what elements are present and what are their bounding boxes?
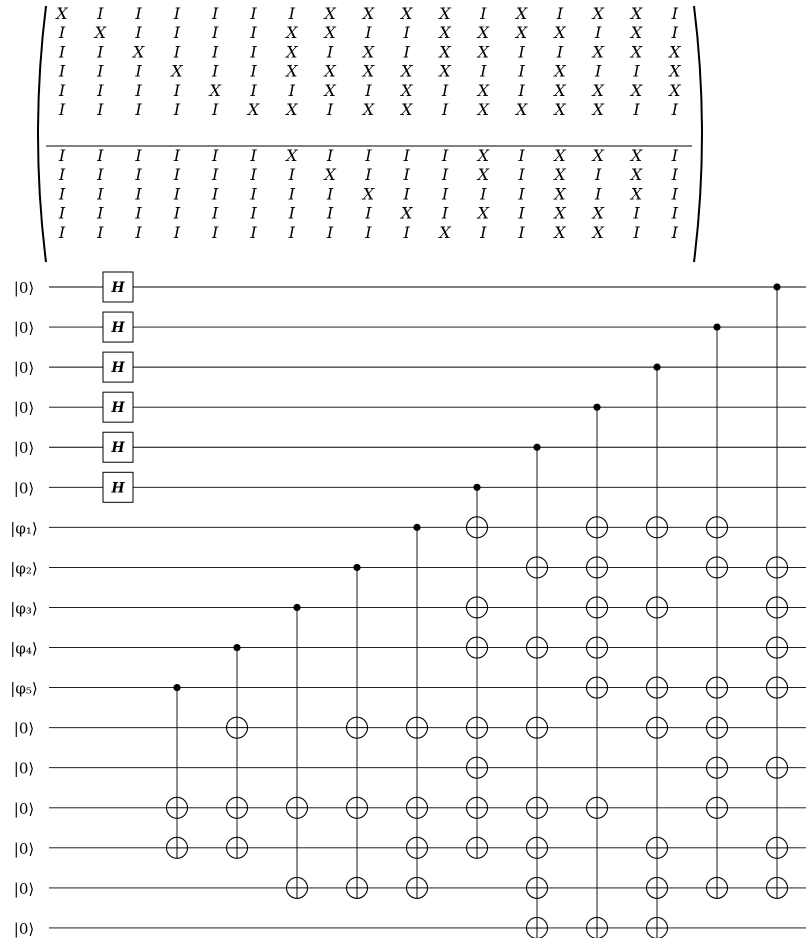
matrix-cell: X: [286, 100, 298, 119]
control-dot: [413, 524, 420, 531]
hadamard-label: H: [111, 480, 125, 497]
matrix-cell: I: [595, 61, 602, 81]
matrix-cell: X: [515, 4, 528, 23]
matrix-cell: I: [365, 80, 372, 100]
matrix-cell: I: [250, 4, 257, 23]
matrix-cell: X: [401, 80, 413, 100]
matrix-cell: I: [633, 222, 640, 242]
matrix-cell: I: [518, 42, 525, 62]
matrix-cell: X: [592, 4, 604, 23]
matrix-cell: I: [97, 61, 104, 81]
matrix-cell: I: [135, 100, 142, 119]
matrix-cell: X: [630, 165, 643, 185]
matrix-cell: I: [173, 23, 181, 43]
matrix-cell: I: [212, 61, 219, 81]
matrix-cell: I: [97, 203, 104, 223]
matrix-cell: X: [286, 146, 298, 165]
matrix-cell: X: [324, 23, 336, 43]
control-dot: [653, 364, 660, 371]
matrix-cell: I: [365, 165, 372, 185]
matrix-cell: X: [554, 23, 566, 43]
matrix-cell: X: [286, 42, 298, 62]
matrix-cell: X: [592, 146, 604, 165]
matrix-cell: I: [365, 203, 372, 223]
matrix-cell: X: [324, 80, 336, 100]
matrix-cell: I: [58, 146, 66, 165]
matrix-cell: I: [58, 222, 66, 242]
matrix-cell: X: [630, 23, 643, 43]
matrix-cell: X: [554, 165, 566, 185]
matrix-cell: I: [403, 42, 410, 62]
control-dot: [713, 323, 720, 330]
matrix-cell: I: [518, 61, 525, 81]
matrix-cell: I: [518, 165, 525, 185]
matrix-cell: X: [439, 61, 451, 81]
matrix-cell: I: [288, 165, 295, 185]
matrix-cell: I: [135, 80, 142, 100]
matrix-cell: X: [554, 146, 566, 165]
matrix-cell: I: [326, 222, 334, 242]
matrix-cell: I: [671, 4, 678, 23]
matrix-cell: I: [212, 165, 219, 185]
matrix-cell: X: [554, 203, 566, 223]
matrix-cell: I: [403, 23, 410, 43]
matrix-cell: I: [135, 61, 142, 81]
matrix-cell: I: [173, 4, 181, 23]
control-dot: [353, 564, 360, 571]
control-dot: [233, 644, 240, 651]
wire-label: |0⟩: [13, 759, 35, 778]
matrix-cell: I: [97, 4, 104, 23]
wire-label: |φ₄⟩: [10, 639, 38, 658]
matrix-cell: X: [515, 23, 528, 43]
matrix-cell: X: [669, 42, 681, 62]
matrix-cell: I: [250, 203, 257, 223]
matrix-cell: I: [518, 146, 525, 165]
wire-label: |0⟩: [13, 719, 35, 738]
matrix-cell: X: [439, 42, 451, 62]
wire-label: |0⟩: [13, 799, 35, 818]
matrix-cell: X: [401, 100, 413, 119]
wire-label: |0⟩: [13, 439, 35, 458]
wire-label: |0⟩: [13, 279, 35, 297]
matrix-cell: I: [671, 222, 678, 242]
matrix-cell: I: [97, 146, 104, 165]
matrix-cell: I: [403, 165, 410, 185]
matrix-cell: I: [326, 100, 334, 119]
left-paren: [38, 6, 46, 262]
matrix-cell: X: [324, 4, 336, 23]
matrix-cell: X: [592, 100, 604, 119]
matrix-cell: I: [403, 184, 410, 204]
matrix-cell: X: [477, 23, 489, 43]
matrix-cell: I: [518, 184, 525, 204]
matrix-cell: I: [97, 184, 104, 204]
matrix-cell: X: [477, 80, 489, 100]
matrix-cell: I: [595, 184, 602, 204]
stabilizer-matrix: [38, 4, 702, 262]
matrix-cell: I: [595, 165, 602, 185]
matrix-cell: X: [324, 61, 336, 81]
matrix-cell: I: [212, 4, 219, 23]
matrix-cell: I: [518, 203, 525, 223]
matrix-cell: X: [477, 203, 489, 223]
wire-label: |φ₃⟩: [10, 599, 38, 618]
matrix-cell: X: [630, 4, 643, 23]
matrix-cell: I: [441, 203, 449, 223]
matrix-cell: I: [633, 61, 640, 81]
hadamard-label: H: [111, 440, 125, 457]
wire-label: |0⟩: [13, 879, 35, 898]
matrix-cell: X: [286, 61, 298, 81]
control-dot: [533, 444, 540, 451]
matrix-cell: X: [592, 80, 604, 100]
matrix-cell: X: [132, 42, 145, 62]
matrix-cell: I: [212, 100, 219, 119]
matrix-cell: X: [630, 42, 643, 62]
matrix-cell: I: [288, 203, 295, 223]
matrix-cell: I: [173, 184, 181, 204]
matrix-cell: I: [326, 203, 334, 223]
matrix-cell: I: [633, 203, 640, 223]
matrix-cell: I: [250, 61, 257, 81]
matrix-cell: I: [480, 61, 487, 81]
control-dot: [473, 484, 480, 491]
matrix-cell: I: [403, 222, 410, 242]
matrix-cell: I: [173, 203, 181, 223]
matrix-cell: I: [212, 146, 219, 165]
matrix-cell: I: [58, 80, 66, 100]
matrix-cell: I: [595, 23, 602, 43]
matrix-cell: I: [480, 184, 487, 204]
matrix-cell: I: [518, 80, 525, 100]
matrix-cell: I: [135, 23, 142, 43]
matrix-cell: X: [554, 222, 566, 242]
matrix-cell: I: [671, 165, 678, 185]
matrix-cell: X: [630, 80, 643, 100]
matrix-cell: X: [592, 42, 604, 62]
matrix-cell: I: [135, 222, 142, 242]
matrix-cell: I: [518, 222, 525, 242]
matrix-cell: I: [556, 42, 564, 62]
wire-label: |0⟩: [13, 399, 35, 418]
matrix-cell: X: [477, 100, 489, 119]
matrix-cell: X: [669, 61, 681, 81]
matrix-cell: X: [554, 80, 566, 100]
matrix-cell: I: [403, 146, 410, 165]
matrix-cell: I: [212, 184, 219, 204]
matrix-cell: X: [209, 80, 221, 100]
control-dot: [293, 604, 300, 611]
right-paren: [694, 6, 702, 262]
matrix-cell: I: [671, 203, 678, 223]
matrix-cell: I: [173, 42, 181, 62]
matrix-cell: X: [592, 222, 604, 242]
matrix-cell: X: [477, 146, 489, 165]
matrix-cell: I: [480, 4, 487, 23]
matrix-cell: X: [401, 4, 413, 23]
wire-label: |φ₂⟩: [10, 559, 38, 578]
matrix-cell: I: [212, 222, 219, 242]
matrix-cell: I: [173, 100, 181, 119]
matrix-cell: X: [630, 184, 643, 204]
matrix-cell: I: [250, 165, 257, 185]
matrix-cell: I: [212, 203, 219, 223]
matrix-cell: I: [97, 42, 104, 62]
matrix-cell: I: [97, 80, 104, 100]
matrix-cell: X: [439, 23, 451, 43]
matrix-cell: X: [630, 146, 643, 165]
matrix-cell: I: [441, 80, 449, 100]
matrix-cell: X: [439, 222, 451, 242]
matrix-cell: I: [58, 100, 66, 119]
control-dot: [773, 283, 780, 290]
hadamard-label: H: [111, 400, 125, 417]
matrix-cell: X: [362, 61, 375, 81]
matrix-cell: I: [556, 4, 564, 23]
matrix-cell: X: [362, 100, 375, 119]
control-dot: [173, 684, 180, 691]
matrix-cell: X: [401, 61, 413, 81]
matrix-cell: I: [365, 146, 372, 165]
matrix-cell: X: [554, 61, 566, 81]
matrix-cell: I: [135, 146, 142, 165]
matrix-cell: X: [554, 184, 566, 204]
matrix-cell: I: [250, 184, 257, 204]
control-dot: [593, 404, 600, 411]
wire-label: |0⟩: [13, 359, 35, 378]
matrix-cell: I: [173, 222, 181, 242]
matrix-cell: I: [58, 165, 66, 185]
hadamard-label: H: [111, 360, 125, 377]
matrix-cell: I: [212, 23, 219, 43]
matrix-cell: I: [441, 146, 449, 165]
matrix-cell: X: [401, 203, 413, 223]
matrix-cell: I: [671, 100, 678, 119]
matrix-cell: I: [671, 23, 678, 43]
wire-label: |0⟩: [13, 919, 35, 938]
matrix-cell: I: [58, 61, 66, 81]
matrix-cell: I: [326, 42, 334, 62]
matrix-cell: X: [669, 80, 681, 100]
matrix-cell: X: [362, 4, 375, 23]
matrix-cell: X: [247, 100, 260, 119]
matrix-cell: X: [94, 23, 106, 43]
matrix-cell: I: [173, 146, 181, 165]
matrix-cell: I: [633, 100, 640, 119]
matrix-cell: X: [515, 100, 528, 119]
matrix-cell: X: [56, 4, 68, 23]
matrix-cell: I: [288, 80, 295, 100]
matrix-cell: I: [288, 184, 295, 204]
matrix-cell: I: [212, 42, 219, 62]
matrix-cell: I: [173, 165, 181, 185]
quantum-circuit: [10, 272, 806, 938]
matrix-cell: I: [173, 80, 181, 100]
matrix-cell: I: [135, 4, 142, 23]
matrix-cell: I: [97, 165, 104, 185]
matrix-cell: I: [58, 42, 66, 62]
matrix-cell: X: [286, 23, 298, 43]
wire-label: |0⟩: [13, 839, 35, 858]
wire-label: |φ₅⟩: [10, 679, 38, 698]
matrix-cell: I: [250, 42, 257, 62]
matrix-cell: X: [362, 184, 375, 204]
matrix-cell: I: [250, 80, 257, 100]
matrix-cell: I: [441, 100, 449, 119]
matrix-cell: X: [477, 165, 489, 185]
matrix-cell: I: [250, 146, 257, 165]
matrix-cell: I: [326, 146, 334, 165]
matrix-cell: I: [250, 222, 257, 242]
matrix-cell: I: [135, 165, 142, 185]
matrix-cell: X: [362, 42, 375, 62]
matrix-cell: X: [554, 100, 566, 119]
matrix-cell: X: [592, 203, 604, 223]
matrix-cell: I: [671, 146, 678, 165]
matrix-cell: I: [671, 184, 678, 204]
matrix-cell: X: [439, 4, 451, 23]
matrix-cell: I: [441, 184, 449, 204]
matrix-cell: I: [326, 184, 334, 204]
matrix-cell: I: [97, 100, 104, 119]
matrix-cell: I: [135, 203, 142, 223]
matrix-cell: I: [288, 222, 295, 242]
matrix-cell: I: [480, 222, 487, 242]
wire-label: |0⟩: [13, 479, 35, 498]
matrix-cell: I: [97, 222, 104, 242]
matrix-cell: I: [58, 184, 66, 204]
matrix-cell: I: [365, 23, 372, 43]
matrix-cell: X: [324, 165, 336, 185]
hadamard-label: H: [111, 320, 125, 337]
matrix-cell: X: [477, 42, 489, 62]
matrix-cell: I: [365, 222, 372, 242]
matrix-cell: I: [58, 23, 66, 43]
matrix-cell: X: [171, 61, 183, 81]
matrix-cell: I: [441, 165, 449, 185]
matrix-cell: I: [135, 184, 142, 204]
matrix-cell: I: [58, 203, 66, 223]
wire-label: |φ₁⟩: [10, 519, 38, 538]
hadamard-label: H: [111, 280, 125, 296]
matrix-cell: I: [288, 4, 295, 23]
matrix-cell: I: [250, 23, 257, 43]
wire-label: |0⟩: [13, 319, 35, 338]
